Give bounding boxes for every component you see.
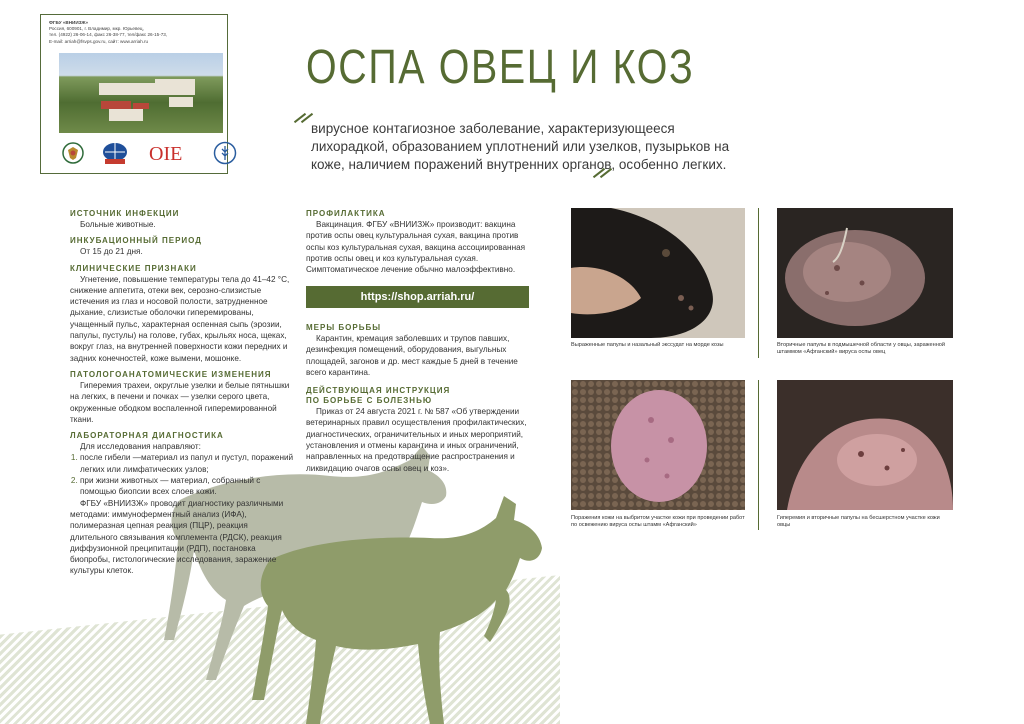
shaved-skin-photo xyxy=(571,380,745,510)
photo-caption: Вторичные папулы в подмышечной области у овцы, зараженной штаммом «Афганский» вируса оспы овец xyxy=(777,342,946,356)
oie-logo-text: OIE xyxy=(149,143,183,165)
organization-contacts xyxy=(49,20,219,45)
lab-list-item: 2. при жизни животных — материал, собранный с помощью биопсии всех слоев кожи. xyxy=(80,475,294,498)
instruction-text: Приказ от 24 августа 2021 г. № 587 «Об утверждении ветеринарных правил осуществления профилактических, диагностических, ограничительных и иных мероприятий, установления и отмены карантина и иных ограничений, направленных на предотвращение распространения и ликвидацию очагов оспы овец и коз». xyxy=(306,407,527,473)
goat-muzzle-photo xyxy=(571,208,745,338)
divider-line xyxy=(758,208,759,358)
organization-card xyxy=(40,14,228,174)
lab-list xyxy=(70,452,294,497)
emblem-logo xyxy=(61,141,85,165)
fao-logo xyxy=(213,141,237,165)
measures-text: Карантин, кремация заболевших и трупов павших, дезинфекция помещений, оборудования, выгульных площадей, загонов и др. мест каждые 5 дней в течение всего карантина. xyxy=(306,334,518,377)
disease-definition: вирусное контагиозное заболевание, характеризующееся лихорадкой, образованием уплотнений или узелков, пузырьков на коже, наличием поражений внутренних органов, особенно легких. xyxy=(311,121,730,172)
lab-intro: Для исследования направляют: xyxy=(80,442,201,452)
photo-caption: Гиперемия и вторичные папулы на бесшерстном участке кожи овцы xyxy=(777,515,940,529)
photo-caption: Выраженные папулы и назальный экссудат на морде козы xyxy=(571,342,724,348)
pathology-heading: ПАТОЛОГОАНАТОМИЧЕСКИЕ ИЗМЕНЕНИЯ xyxy=(70,369,272,379)
photo-caption: Поражения кожи на выбритом участке кожи при проведении работ по освежению вируса оспы штамм «Афганский» xyxy=(571,515,745,529)
prevention-heading: ПРОФИЛАКТИКА xyxy=(306,209,386,218)
incubation-text: От 15 до 21 дня. xyxy=(80,247,143,257)
sheep-armpit-photo xyxy=(777,208,953,338)
lab-heading: ЛАБОРАТОРНАЯ ДИАГНОСТИКА xyxy=(70,431,224,441)
pathology-text: Гиперемия трахеи, округлые узелки и белые пятнышки на легких, в печени и почках — узелки серого цвета, окруженные ободком воспаленной гиперемированной ткани. xyxy=(70,380,290,424)
middle-column xyxy=(306,206,532,275)
left-column xyxy=(70,206,294,577)
middle-column-lower xyxy=(306,320,532,474)
institute-aerial-photo xyxy=(59,53,223,133)
page-title: ОСПА ОВЕЦ И КОЗ xyxy=(306,41,695,94)
divider-line xyxy=(758,380,759,530)
instruction-heading-line2: ПО БОРЬБЕ С БОЛЕЗНЬЮ xyxy=(306,396,433,406)
lab-list-item: 1. после гибели —материал из папул и пустул, поражений легких или лимфатических узлов; xyxy=(80,452,294,475)
shop-link[interactable]: https://shop.arriah.ru/ xyxy=(306,286,529,308)
source-text: Больные животные. xyxy=(80,220,156,229)
partner-logos xyxy=(53,141,253,167)
clinical-text: Угнетение, повышение температуры тела до 41–42 °С, снижение аппетита, отеки век, серозно-слизистые истечения из глаз и носовой полости, затрудненное дыхание, слизистые оболочки гиперемированы, учащенный пульс, характерная оспенная сыпь (эрозии, папулы, пустулы) на голове, губах, крыльях носа, щеках, вокруг глаз, на внутренней поверхности кожи передних и задних конечностей, коже вымени, мошонке. xyxy=(70,274,290,363)
org-line: Россия, 600901, г. Владимир, мкр. Юрьевец, xyxy=(49,26,144,32)
hairless-skin-photo xyxy=(777,380,953,510)
incubation-heading: ИНКУБАЦИОННЫЙ ПЕРИОД xyxy=(70,236,202,246)
org-line: ФГБУ «ВНИИЗЖ» xyxy=(49,20,89,25)
fsvps-logo xyxy=(101,141,129,165)
instruction-heading: ДЕЙСТВУЮЩАЯ ИНСТРУКЦИЯ xyxy=(306,386,451,396)
lab-methods-text: ФГБУ «ВНИИЗЖ» проводит диагностику различными методами: иммуноферментный анализ (ИФА), полимеразная цепная реакция (ПЦР), реакция длительного связывания комплемента (РДСК), реакция диффузионной преципитации (РДП), постановка биопробы, гистологические исследования, заражение культуры клеток. xyxy=(70,498,284,576)
prevention-text: Вакцинация. ФГБУ «ВНИИЗЖ» производит: вакцина против оспы овец культуральная сухая, вакцина против оспы коз культуральная сухая, вакцина ассоциированная против оспы овец и коз культуральная сухая. Симптоматическое лечение обычно малоэффективно. xyxy=(306,220,526,275)
org-line: тел. (4922) 26-06-14, факс 26-38-77, тел/факс 26-15-73, xyxy=(49,32,168,38)
measures-heading: МЕРЫ БОРЬБЫ xyxy=(306,323,382,332)
oie-logo xyxy=(147,141,197,165)
org-line: E-mail: arriah@fsvps.gov.ru, сайт: www.arriah.ru xyxy=(49,38,149,44)
clinical-heading: КЛИНИЧЕСКИЕ ПРИЗНАКИ xyxy=(70,263,197,273)
source-heading: ИСТОЧНИК ИНФЕКЦИИ xyxy=(70,209,180,218)
